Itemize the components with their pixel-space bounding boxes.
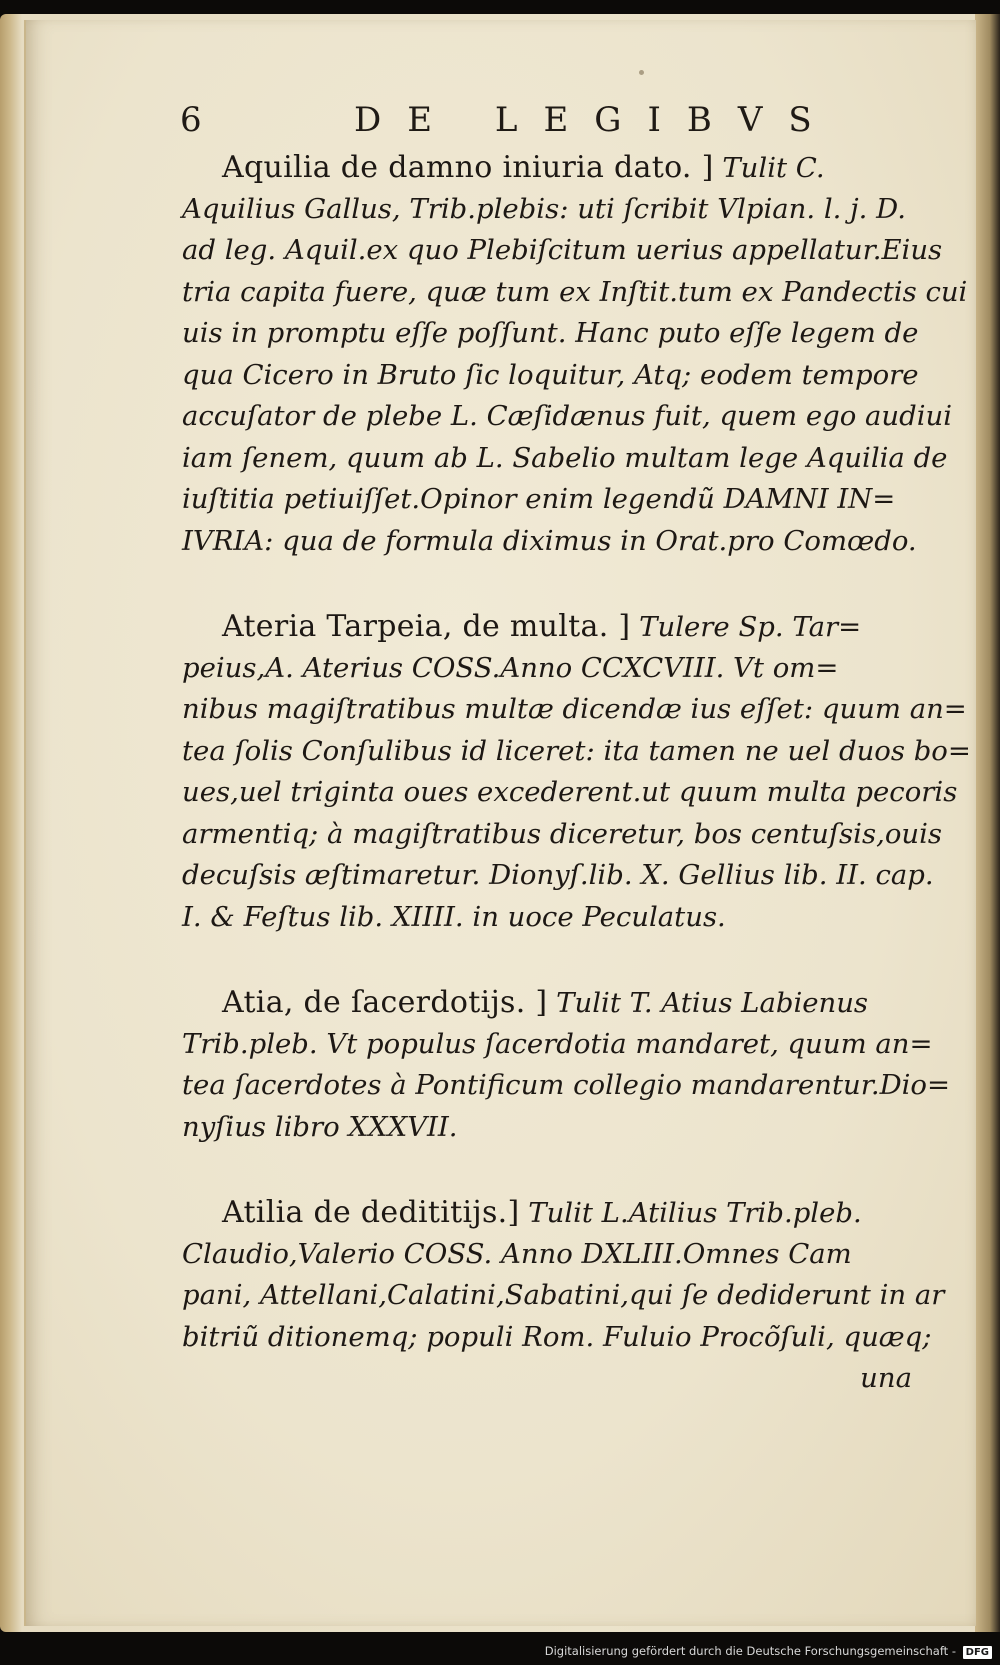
text-line: decuſsis æſtimaretur. Dionyſ.lib. X. Gellius lib. II. cap. bbox=[182, 859, 934, 891]
text-line: nyſius libro XXXVII. bbox=[182, 1110, 458, 1143]
entry-lemma: Atilia de dedititijs.] bbox=[222, 1195, 520, 1230]
book-spine-shadow bbox=[975, 14, 1000, 1632]
entry-lemma: Aquilia de damno iniuria dato. ] bbox=[222, 150, 714, 185]
entry-lemma: Atia, de ſacerdotijs. ] bbox=[222, 985, 548, 1020]
text-line: armentiq; à magiſtratibus diceretur, bos centuſsis,ouis bbox=[182, 817, 942, 850]
text-line: qua Cicero in Bruto ſic loquitur, Atq; eodem tempore bbox=[182, 358, 919, 391]
entry-first-line bbox=[182, 982, 912, 1024]
text-line: I. & Feſtus lib. XIIII. in uoce Peculatus. bbox=[182, 900, 726, 933]
scan-top-border bbox=[0, 0, 1000, 14]
entry-first-line bbox=[182, 606, 912, 648]
entry-text: Tulere Sp. Tar= bbox=[639, 611, 862, 643]
text-line: pani, Attellani,Calatini,Sabatini,qui ſe dediderunt in ar bbox=[182, 1279, 945, 1311]
text-line: tea ſacerdotes à Pontificum collegio mandarentur.Dio= bbox=[182, 1069, 951, 1101]
entry-first-line bbox=[182, 1192, 912, 1234]
page-number: 6 bbox=[180, 100, 204, 140]
text-line: ad leg. Aquil.ex quo Plebiſcitum uerius appellatur.Eius bbox=[182, 234, 943, 266]
text-line: tea ſolis Conſulibus id liceret: ita tamen ne uel duos bo= bbox=[182, 734, 971, 767]
entry-text: Tulit T. Atius Labienus bbox=[556, 987, 869, 1019]
catchword: una bbox=[860, 1362, 912, 1394]
entry-lemma: Ateria Tarpeia, de multa. ] bbox=[222, 609, 631, 644]
text-line: tria capita fuere, quæ tum ex Inſtit.tum ex Pandectis cui bbox=[182, 275, 968, 308]
digitization-credit bbox=[545, 1644, 992, 1659]
body-text bbox=[182, 147, 971, 1400]
paper-speck bbox=[639, 70, 644, 75]
entry-ateria-tarpeia bbox=[182, 606, 971, 938]
text-line: accuſator de plebe L. Cæſidænus fuit, quem ego audiui bbox=[182, 400, 953, 432]
entry-text: Tulit C. bbox=[722, 152, 825, 184]
credit-text: Digitalisierung gefördert durch die Deutsche Forschungsgemeinschaft - bbox=[544, 1644, 956, 1658]
text-line: iam ſenem, quum ab L. Sabelio multam lege Aquilia de bbox=[182, 441, 948, 474]
text-line: iuſtitia petiuiſſet.Opinor enim legendũ DAMNI IN= bbox=[182, 483, 896, 515]
running-title: DE LEGIBVS bbox=[354, 100, 838, 140]
text-line: nibus magiſtratibus multæ dicendæ ius eſſet: quum an= bbox=[182, 693, 967, 725]
text-line: bitriũ ditionemq; populi Rom. Fuluio Procõſuli, quæq; bbox=[182, 1320, 932, 1353]
text-line: uis in promptu eſſe poſſunt. Hanc puto eſſe legem de bbox=[182, 317, 919, 349]
dfg-logo: DFG bbox=[963, 1646, 992, 1659]
text-line: IVRIA: qua de formula diximus in Orat.pro Comœdo. bbox=[182, 524, 917, 557]
entry-atilia bbox=[182, 1192, 945, 1400]
entry-text: Tulit L.Atilius Trib.pleb. bbox=[528, 1197, 862, 1229]
text-line: peius,A. Aterius COSS.Anno CCXCVIII. Vt om= bbox=[182, 651, 839, 684]
text-line: Claudio,Valerio COSS. Anno DXLIII.Omnes Cam bbox=[182, 1237, 852, 1270]
text-line: Trib.pleb. Vt populus ſacerdotia mandaret, quum an= bbox=[182, 1027, 933, 1060]
text-line: ues,uel triginta oues excederent.ut quum multa pecoris bbox=[182, 776, 958, 808]
entry-atia bbox=[182, 982, 951, 1148]
page-header bbox=[180, 100, 838, 150]
entry-first-line bbox=[182, 147, 912, 189]
entry-aquilia bbox=[182, 147, 968, 562]
text-line: Aquilius Gallus, Trib.plebis: uti ſcribit Vlpian. l. j. D. bbox=[182, 192, 906, 225]
